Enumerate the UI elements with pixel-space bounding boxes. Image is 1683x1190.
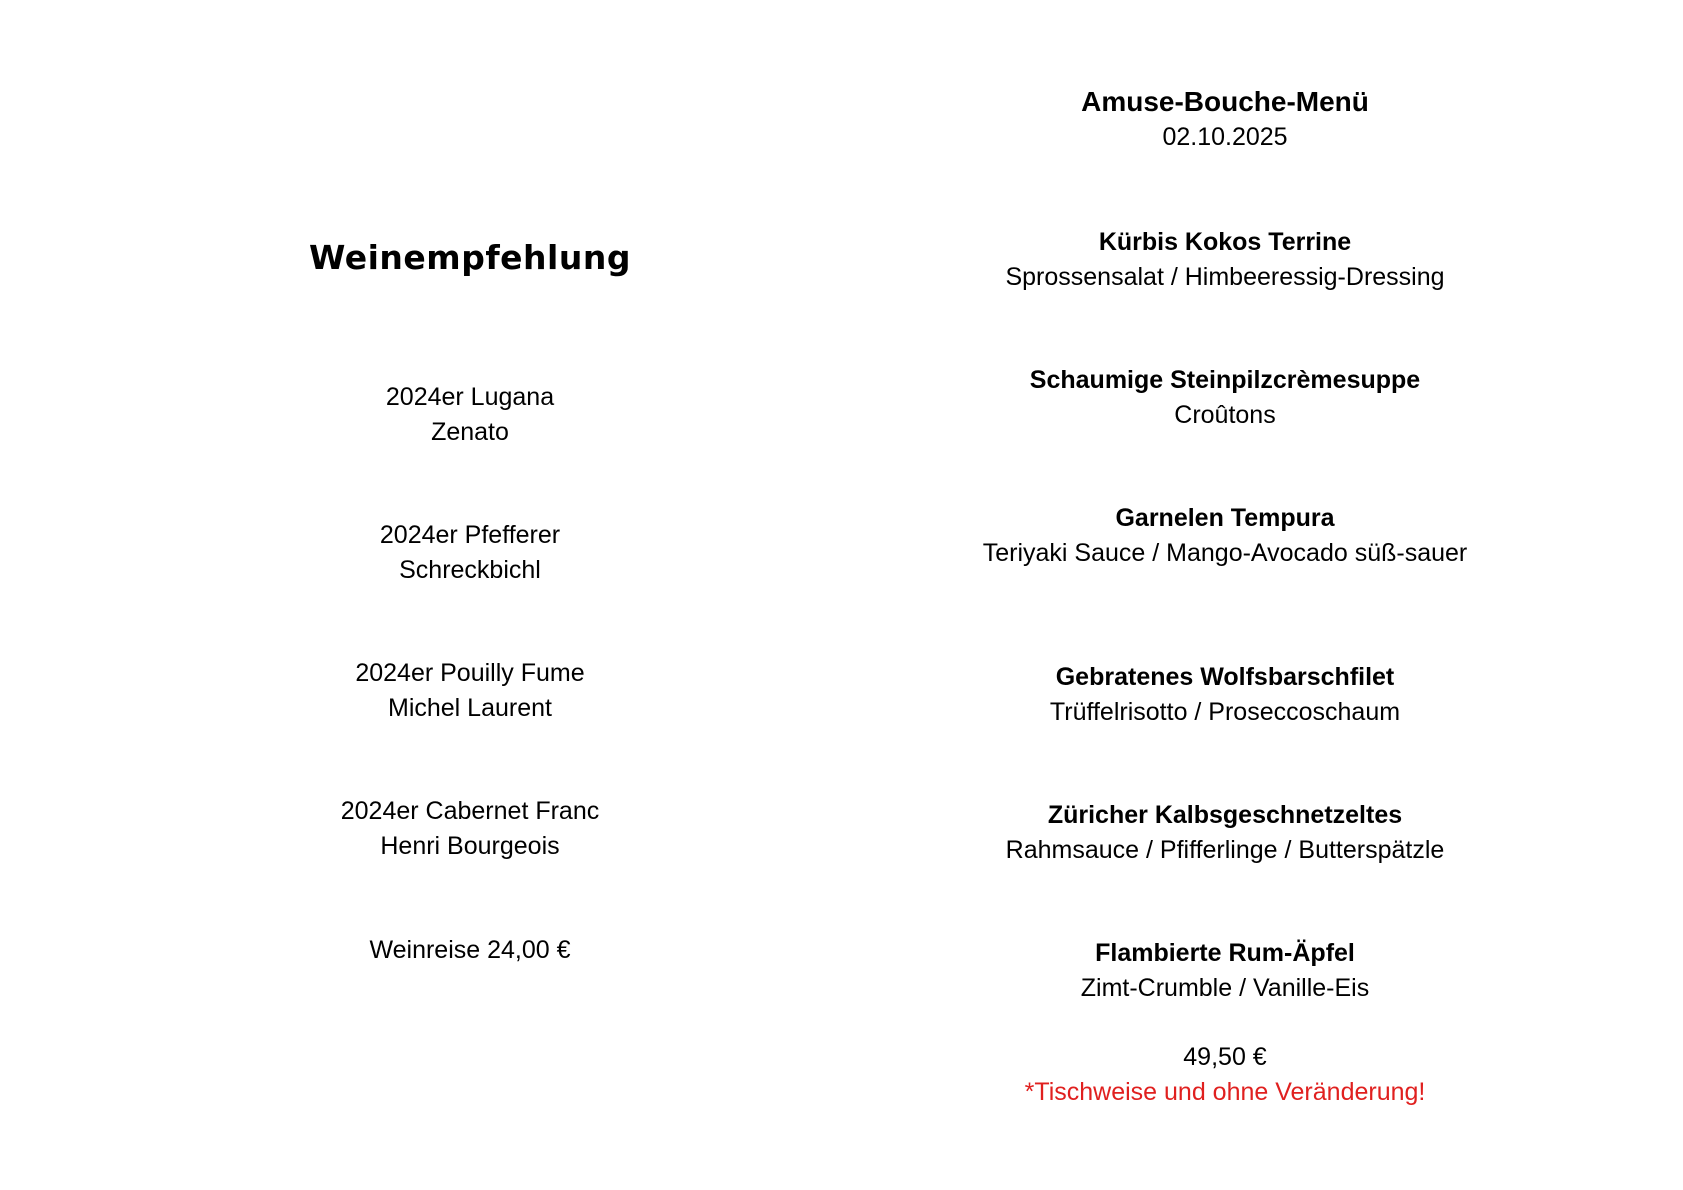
course-name: Gebratenes Wolfsbarschfilet [1055,663,1395,691]
wine-producer: Schreckbichl [399,556,541,584]
wine-producer: Michel Laurent [388,694,552,722]
course-item [925,501,1525,571]
course-description: Croûtons [1174,401,1276,429]
course-name: Züricher Kalbsgeschnetzeltes [1047,801,1403,829]
course-item [925,660,1525,730]
wine-name: 2024er Lugana [385,383,555,411]
menu-date: 02.10.2025 [1162,123,1288,151]
course-description: Teriyaki Sauce / Mango-Avocado süß-sauer [982,539,1468,567]
menu-header [925,84,1525,155]
wine-name: 2024er Pouilly Fume [355,659,585,687]
menu-price-block [925,1040,1525,1110]
course-name: Kürbis Kokos Terrine [1098,228,1352,256]
wine-heading: Weinempfehlung [309,238,631,277]
course-description: Rahmsauce / Pfifferlinge / Butterspätzle [1005,836,1445,864]
menu-price: 49,50 € [1183,1043,1267,1071]
wine-item [270,794,670,864]
course-name: Garnelen Tempura [1115,504,1335,532]
course-item [925,936,1525,1006]
wine-item [270,518,670,588]
course-item [925,798,1525,868]
course-description: Trüffelrisotto / Proseccoschaum [1049,698,1401,726]
wine-producer: Henri Bourgeois [380,832,560,860]
course-item [925,363,1525,433]
wine-producer: Zenato [431,418,509,446]
course-name: Schaumige Steinpilzcrèmesuppe [1029,366,1421,394]
wine-journey-price: Weinreise 24,00 € [369,936,571,964]
wine-item [270,380,670,450]
wine-item [270,656,670,726]
menu-note: *Tischweise und ohne Veränderung! [1024,1078,1426,1106]
wine-name: 2024er Pfefferer [379,521,561,549]
course-name: Flambierte Rum-Äpfel [1095,939,1355,967]
course-description: Sprossensalat / Himbeeressig-Dressing [1005,263,1445,291]
menu-section [925,0,1525,1190]
course-description: Zimt-Crumble / Vanille-Eis [1080,974,1370,1002]
menu-title: Amuse-Bouche-Menü [1081,86,1369,117]
wine-name: 2024er Cabernet Franc [340,797,600,825]
course-item [925,225,1525,295]
wine-recommendation-section [270,0,670,1190]
